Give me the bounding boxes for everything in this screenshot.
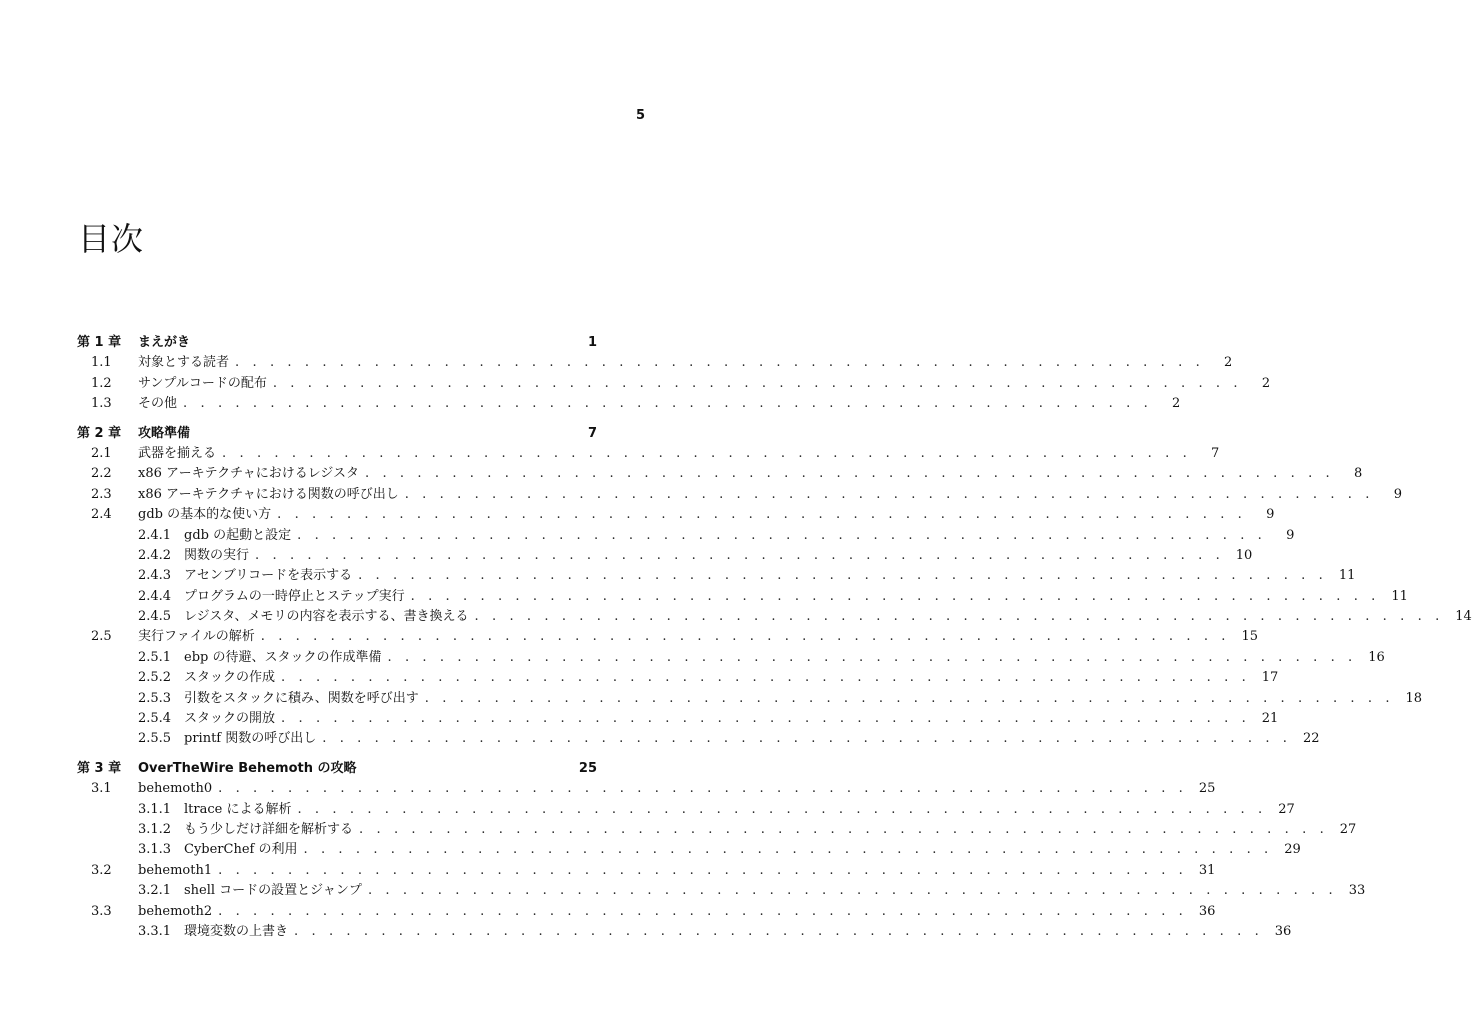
chapter-gap — [77, 415, 597, 424]
toc-entry[interactable] — [77, 546, 1253, 566]
toc-dot-leader: . . . . . . . . . . . . . . . . . . . . . . . . . . . . . . . . . . . . . . . . . . . . . . . . . . . . . . . . — [359, 821, 1329, 837]
toc-entry-title: gdb の起動と設定 — [184, 527, 292, 543]
toc-entry-title: CyberChef の利用 — [184, 842, 298, 858]
toc-dot-leader: . . . . . . . . . . . . . . . . . . . . . . . . . . . . . . . . . . . . . . . . . . . . . . . . . . . . . . . . — [297, 527, 1267, 543]
toc-entry-number: 2.5.5 — [138, 731, 172, 747]
toc-entry-title: shell コードの設置とジャンプ — [184, 883, 362, 899]
toc-entry-page: 10 — [1235, 547, 1253, 563]
toc-entry-page: 9 — [1286, 527, 1295, 543]
toc-entry[interactable] — [77, 820, 1357, 840]
toc-entry-title: 関数の実行 — [184, 547, 250, 563]
toc-entry-title: behemoth2 — [138, 903, 213, 919]
toc-entry-title: もう少しだけ詳細を解析する — [184, 821, 354, 837]
toc-entry-page: 2 — [1261, 375, 1271, 391]
toc-entry-title: まえがき — [138, 335, 191, 350]
toc-entry[interactable] — [77, 464, 1363, 484]
toc-entry-page: 36 — [1198, 903, 1216, 919]
toc-entry-page: 27 — [1278, 801, 1295, 817]
toc-entry-title: 引数をスタックに積み、関数を呼び出す — [184, 690, 419, 706]
toc-entry-number: 2.5.2 — [138, 670, 172, 686]
toc-dot-leader: . . . . . . . . . . . . . . . . . . . . . . . . . . . . . . . . . . . . . . . . . . . . . . . . . . . . . . . . — [358, 568, 1328, 584]
toc-entry[interactable] — [77, 648, 1385, 668]
toc-entry-page: 9 — [1393, 486, 1403, 502]
toc-entry-page: 25 — [1198, 781, 1216, 797]
toc-dot-leader: . . . . . . . . . . . . . . . . . . . . . . . . . . . . . . . . . . . . . . . . . . . . . . . . . . . . . . . . — [281, 670, 1251, 686]
toc-entry-number: 3.1.2 — [138, 821, 172, 837]
toc-entry-number: 1.1 — [91, 355, 112, 371]
toc-entry-number: 第 1 章 — [77, 335, 122, 350]
toc-entry-number: 3.1.1 — [138, 801, 172, 817]
toc-entry-page: 2 — [1224, 355, 1233, 371]
toc-entry[interactable] — [77, 485, 1403, 505]
toc-entry-title: アセンブリコードを表示する — [184, 568, 353, 584]
toc-entry-number: 1.2 — [91, 375, 112, 391]
toc-entry-page: 11 — [1338, 568, 1356, 584]
toc-dot-leader: . . . . . . . . . . . . . . . . . . . . . . . . . . . . . . . . . . . . . . . . . . . . . . . . . . . . . . . . — [272, 375, 1243, 391]
toc-entry-page: 1 — [587, 335, 597, 350]
toc-dot-leader: . . . . . . . . . . . . . . . . . . . . . . . . . . . . . . . . . . . . . . . . . . . . . . . . . . . . . . . . — [235, 355, 1205, 371]
toc-dot-leader: . . . . . . . . . . . . . . . . . . . . . . . . . . . . . . . . . . . . . . . . . . . . . . . . . . . . . . . . — [218, 862, 1188, 878]
toc-dot-leader: . . . . . . . . . . . . . . . . . . . . . . . . . . . . . . . . . . . . . . . . . . . . . . . . . . . . . . . . — [404, 486, 1375, 502]
toc-entry-page: 7 — [587, 425, 597, 441]
toc-entry[interactable] — [77, 709, 1279, 729]
toc-entry-title: behemoth1 — [138, 862, 213, 878]
toc-entry[interactable] — [77, 394, 1181, 414]
toc-dot-leader: . . . . . . . . . . . . . . . . . . . . . . . . . . . . . . . . . . . . . . . . . . . . . . . . . . . . . . . . — [387, 649, 1357, 665]
toc-entry[interactable] — [77, 840, 1301, 860]
toc-entry-title: x86 アーキテクチャにおけるレジスタ — [138, 466, 359, 482]
toc-dot-leader: . . . . . . . . . . . . . . . . . . . . . . . . . . . . . . . . . . . . . . . . . . . . . . . . . . . . . . . . — [218, 781, 1188, 797]
toc-entry[interactable] — [77, 587, 1408, 607]
toc-entry-title: 対象とする読者 — [138, 355, 230, 371]
toc-entry-number: 第 2 章 — [77, 425, 122, 441]
toc-entry[interactable] — [77, 902, 1216, 922]
toc-dot-leader: . . . . . . . . . . . . . . . . . . . . . . . . . . . . . . . . . . . . . . . . . . . . . . . . . . . . . . . . — [183, 396, 1153, 412]
toc-entry-title: プログラムの一時停止とステップ実行 — [184, 588, 405, 604]
toc-entry-number: 3.2.1 — [138, 883, 172, 899]
toc-entry-page: 8 — [1354, 466, 1363, 482]
toc-dot-leader: . . . . . . . . . . . . . . . . . . . . . . . . . . . . . . . . . . . . . . . . . . . . . . . . . . . . . . . . — [410, 588, 1380, 604]
toc-dot-leader: . . . . . . . . . . . . . . . . . . . . . . . . . . . . . . . . . . . . . . . . . . . . . . . . . . . . . . . . — [297, 801, 1267, 817]
toc-entry[interactable] — [77, 333, 597, 353]
toc-entry-page: 27 — [1339, 821, 1357, 837]
toc-dot-leader: . . . . . . . . . . . . . . . . . . . . . . . . . . . . . . . . . . . . . . . . . . . . . . . . . . . . . . . . — [294, 923, 1264, 939]
toc-entry-title: gdb の基本的な使い方 — [138, 507, 272, 523]
toc-entry-title: スタックの作成 — [184, 670, 276, 686]
toc-entry-page: 21 — [1261, 711, 1279, 727]
toc-entry[interactable] — [77, 353, 1233, 373]
toc-entry-number: 3.1 — [91, 781, 112, 797]
toc-entry-number: 2.3 — [91, 486, 112, 502]
toc-entry-title: サンプルコードの配布 — [138, 375, 267, 391]
toc-entry-title: レジスタ、メモリの内容を表示する、書き換える — [184, 609, 469, 625]
toc-entry[interactable] — [77, 374, 1271, 394]
toc-entry-title: printf 関数の呼び出し — [184, 731, 317, 747]
toc-entry-number: 2.4.4 — [138, 588, 172, 604]
toc-entry[interactable] — [77, 689, 1423, 709]
toc-entry-page: 31 — [1198, 862, 1216, 878]
toc-dot-leader: . . . . . . . . . . . . . . . . . . . . . . . . . . . . . . . . . . . . . . . . . . . . . . . . . . . . . . . . — [474, 609, 1444, 625]
toc-entry-title: 実行ファイルの解析 — [138, 629, 255, 645]
toc-entry-title: OverTheWire Behemoth の攻略 — [138, 760, 357, 776]
toc-dot-leader: . . . . . . . . . . . . . . . . . . . . . . . . . . . . . . . . . . . . . . . . . . . . . . . . . . . . . . . . — [322, 731, 1292, 747]
toc-entry[interactable] — [77, 881, 1366, 901]
toc-entry-number: 2.5.3 — [138, 690, 172, 706]
toc-entry[interactable] — [77, 627, 1259, 647]
toc-dot-leader: . . . . . . . . . . . . . . . . . . . . . . . . . . . . . . . . . . . . . . . . . . . . . . . . . . . . . . . . — [222, 445, 1192, 461]
toc-entry-page: 29 — [1284, 842, 1301, 858]
toc-entry-title: behemoth0 — [138, 781, 213, 797]
toc-entry[interactable] — [77, 861, 1216, 881]
toc-entry-page: 36 — [1274, 923, 1292, 939]
toc-entry-page: 17 — [1261, 670, 1279, 686]
toc-entry-number: 2.4 — [91, 507, 112, 523]
chapter-gap — [77, 750, 597, 759]
toc-entry-number: 第 3 章 — [77, 760, 122, 776]
toc-entry-title: ltrace による解析 — [184, 801, 292, 817]
toc-entry[interactable] — [77, 526, 1295, 546]
toc-dot-leader: . . . . . . . . . . . . . . . . . . . . . . . . . . . . . . . . . . . . . . . . . . . . . . . . . . . . . . . . — [260, 629, 1231, 645]
toc-entry-title: 環境変数の上書き — [184, 923, 289, 939]
toc-heading: 目次 — [78, 220, 145, 258]
toc-entry[interactable] — [77, 668, 1279, 688]
toc-entry[interactable] — [77, 505, 1275, 525]
toc-entry-page: 25 — [578, 760, 597, 776]
toc-entry-title: その他 — [138, 396, 178, 412]
toc-entry-title: 攻略準備 — [138, 425, 191, 441]
toc-entry-number: 2.4.5 — [138, 609, 172, 625]
toc-dot-leader: . . . . . . . . . . . . . . . . . . . . . . . . . . . . . . . . . . . . . . . . . . . . . . . . . . . . . . . . — [367, 883, 1338, 899]
toc-dot-leader: . . . . . . . . . . . . . . . . . . . . . . . . . . . . . . . . . . . . . . . . . . . . . . . . . . . . . . . . — [218, 903, 1188, 919]
toc-dot-leader: . . . . . . . . . . . . . . . . . . . . . . . . . . . . . . . . . . . . . . . . . . . . . . . . . . . . . . . . — [365, 466, 1335, 482]
toc-dot-leader: . . . . . . . . . . . . . . . . . . . . . . . . . . . . . . . . . . . . . . . . . . . . . . . . . . . . . . . . — [303, 842, 1273, 858]
toc-entry-number: 2.4.3 — [138, 568, 172, 584]
toc-entry[interactable] — [77, 759, 597, 779]
toc-entry-number: 3.3 — [91, 903, 112, 919]
toc-entry[interactable] — [77, 566, 1356, 586]
toc-entry-title: 武器を揃える — [138, 445, 217, 461]
toc-entry-number: 1.3 — [91, 396, 112, 412]
toc-entry[interactable] — [77, 424, 597, 444]
toc-entry-page: 22 — [1303, 731, 1320, 747]
toc-entry-title: ebp の待避、スタックの作成準備 — [184, 649, 382, 665]
toc-dot-leader: . . . . . . . . . . . . . . . . . . . . . . . . . . . . . . . . . . . . . . . . . . . . . . . . . . . . . . . . — [424, 690, 1395, 706]
toc-entry-title: x86 アーキテクチャにおける関数の呼び出し — [138, 486, 399, 502]
toc-entry-title: スタックの開放 — [184, 711, 276, 727]
toc-entry-page: 2 — [1172, 396, 1181, 412]
toc-dot-leader: . . . . . . . . . . . . . . . . . . . . . . . . . . . . . . . . . . . . . . . . . . . . . . . . . . . . . . . . — [277, 507, 1247, 523]
toc-entry-page: 18 — [1405, 690, 1423, 706]
toc-entry-number: 3.3.1 — [138, 923, 172, 939]
toc-entry-number: 3.1.3 — [138, 842, 172, 858]
toc-entry[interactable] — [77, 922, 1292, 942]
toc-entry-number: 2.5.1 — [138, 649, 172, 665]
toc-entry-number: 3.2 — [91, 862, 112, 878]
toc-entry-number: 2.2 — [91, 466, 112, 482]
toc-entry-page: 33 — [1348, 883, 1366, 899]
toc-entry[interactable] — [77, 607, 1472, 627]
toc-entry-number: 2.1 — [91, 445, 112, 461]
toc-dot-leader: . . . . . . . . . . . . . . . . . . . . . . . . . . . . . . . . . . . . . . . . . . . . . . . . . . . . . . . . — [281, 711, 1251, 727]
toc-entry[interactable] — [77, 729, 1320, 749]
table-of-contents — [77, 333, 1472, 942]
toc-entry-number: 2.4.1 — [138, 527, 172, 543]
toc-entry-number: 2.4.2 — [138, 547, 172, 563]
toc-entry-number: 2.5 — [91, 629, 112, 645]
toc-entry-page: 14 — [1455, 609, 1472, 625]
toc-entry-number: 2.5.4 — [138, 711, 172, 727]
page-number: 5 — [636, 108, 646, 123]
toc-entry-page: 7 — [1211, 445, 1220, 461]
toc-entry-page: 9 — [1266, 507, 1275, 523]
toc-dot-leader: . . . . . . . . . . . . . . . . . . . . . . . . . . . . . . . . . . . . . . . . . . . . . . . . . . . . . . . . — [255, 547, 1225, 563]
toc-entry-page: 16 — [1368, 649, 1385, 665]
toc-entry-page: 15 — [1241, 629, 1259, 645]
toc-entry[interactable] — [77, 779, 1216, 799]
toc-entry-page: 11 — [1391, 588, 1408, 604]
toc-entry[interactable] — [77, 444, 1220, 464]
toc-entry[interactable] — [77, 800, 1295, 820]
